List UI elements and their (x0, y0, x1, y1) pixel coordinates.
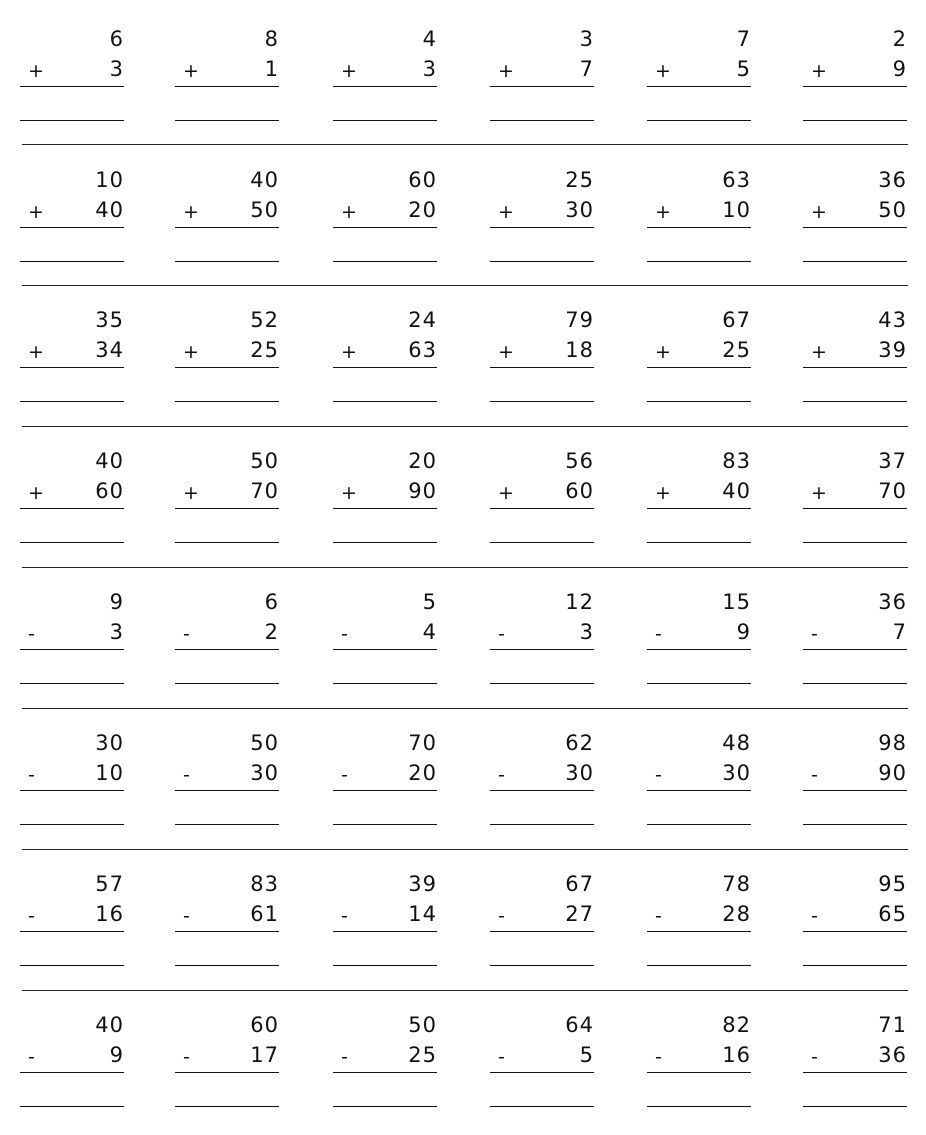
minus-sign: - (341, 764, 348, 786)
sum-line (490, 1072, 594, 1073)
answer-blank[interactable] (333, 824, 437, 825)
answer-blank[interactable] (333, 683, 437, 684)
problem-r5-c4 (490, 590, 594, 700)
problem-r4-c1 (20, 449, 124, 559)
top-number: 36 (878, 168, 907, 192)
problem-r4-c5 (647, 449, 751, 559)
top-number: 83 (722, 449, 751, 473)
top-number: 79 (565, 308, 594, 332)
minus-sign: - (498, 905, 505, 927)
problem-r7-c2 (175, 872, 279, 982)
bottom-number: 9 (736, 620, 751, 644)
sum-line (647, 931, 751, 932)
bottom-number: 25 (250, 338, 279, 362)
sum-line (20, 367, 124, 368)
top-number: 40 (95, 449, 124, 473)
answer-blank[interactable] (490, 120, 594, 121)
answer-blank[interactable] (333, 261, 437, 262)
problem-r5-c1 (20, 590, 124, 700)
bottom-number: 25 (408, 1043, 437, 1067)
answer-blank[interactable] (490, 965, 594, 966)
minus-sign: - (341, 1046, 348, 1068)
bottom-number: 65 (878, 902, 907, 926)
sum-line (647, 367, 751, 368)
bottom-number: 63 (408, 338, 437, 362)
sum-line (333, 227, 437, 228)
row-divider (22, 144, 908, 145)
problem-r6-c6 (803, 731, 907, 841)
bottom-number: 20 (408, 761, 437, 785)
plus-sign: + (341, 482, 357, 504)
minus-sign: - (183, 1046, 190, 1068)
problem-r6-c4 (490, 731, 594, 841)
plus-sign: + (28, 341, 44, 363)
plus-sign: + (183, 60, 199, 82)
bottom-number: 16 (95, 902, 124, 926)
minus-sign: - (498, 764, 505, 786)
minus-sign: - (183, 623, 190, 645)
top-number: 67 (722, 308, 751, 332)
sum-line (175, 790, 279, 791)
plus-sign: + (811, 341, 827, 363)
problem-r6-c3 (333, 731, 437, 841)
bottom-number: 25 (722, 338, 751, 362)
sum-line (490, 86, 594, 87)
minus-sign: - (28, 1046, 35, 1068)
problem-r4-c3 (333, 449, 437, 559)
answer-blank[interactable] (647, 1106, 751, 1107)
answer-blank[interactable] (803, 965, 907, 966)
bottom-number: 10 (722, 198, 751, 222)
top-number: 50 (250, 731, 279, 755)
bottom-number: 50 (878, 198, 907, 222)
problem-r8-c6 (803, 1013, 907, 1123)
row-divider (22, 990, 908, 991)
bottom-number: 90 (408, 479, 437, 503)
problem-r8-c3 (333, 1013, 437, 1123)
bottom-number: 9 (109, 1043, 124, 1067)
answer-blank[interactable] (490, 542, 594, 543)
sum-line (175, 931, 279, 932)
minus-sign: - (655, 1046, 662, 1068)
bottom-number: 4 (422, 620, 437, 644)
row-divider (22, 285, 908, 286)
plus-sign: + (498, 201, 514, 223)
sum-line (803, 649, 907, 650)
sum-line (490, 508, 594, 509)
answer-blank[interactable] (20, 120, 124, 121)
minus-sign: - (811, 764, 818, 786)
problem-r2-c5 (647, 168, 751, 278)
bottom-number: 34 (95, 338, 124, 362)
minus-sign: - (28, 764, 35, 786)
problem-r2-c4 (490, 168, 594, 278)
problem-r5-c3 (333, 590, 437, 700)
bottom-number: 3 (422, 57, 437, 81)
sum-line (490, 790, 594, 791)
bottom-number: 60 (95, 479, 124, 503)
minus-sign: - (811, 1046, 818, 1068)
bottom-number: 3 (109, 620, 124, 644)
top-number: 67 (565, 872, 594, 896)
top-number: 12 (565, 590, 594, 614)
top-number: 60 (250, 1013, 279, 1037)
plus-sign: + (655, 60, 671, 82)
sum-line (333, 790, 437, 791)
bottom-number: 16 (722, 1043, 751, 1067)
problem-r3-c2 (175, 308, 279, 418)
top-number: 24 (408, 308, 437, 332)
plus-sign: + (183, 201, 199, 223)
answer-blank[interactable] (803, 542, 907, 543)
sum-line (490, 649, 594, 650)
row-divider (22, 567, 908, 568)
top-number: 4 (422, 27, 437, 51)
plus-sign: + (655, 201, 671, 223)
top-number: 37 (878, 449, 907, 473)
top-number: 50 (250, 449, 279, 473)
sum-line (803, 86, 907, 87)
top-number: 48 (722, 731, 751, 755)
answer-blank[interactable] (333, 542, 437, 543)
problem-r1-c6 (803, 27, 907, 137)
minus-sign: - (655, 905, 662, 927)
bottom-number: 1 (264, 57, 279, 81)
minus-sign: - (655, 764, 662, 786)
top-number: 56 (565, 449, 594, 473)
top-number: 30 (95, 731, 124, 755)
answer-blank[interactable] (175, 683, 279, 684)
sum-line (803, 508, 907, 509)
top-number: 52 (250, 308, 279, 332)
bottom-number: 7 (579, 57, 594, 81)
top-number: 6 (109, 27, 124, 51)
minus-sign: - (498, 1046, 505, 1068)
sum-line (175, 649, 279, 650)
top-number: 35 (95, 308, 124, 332)
answer-blank[interactable] (803, 261, 907, 262)
minus-sign: - (183, 764, 190, 786)
sum-line (20, 790, 124, 791)
sum-line (333, 931, 437, 932)
top-number: 8 (264, 27, 279, 51)
minus-sign: - (498, 623, 505, 645)
answer-blank[interactable] (803, 1106, 907, 1107)
bottom-number: 18 (565, 338, 594, 362)
answer-blank[interactable] (490, 401, 594, 402)
plus-sign: + (28, 60, 44, 82)
bottom-number: 70 (250, 479, 279, 503)
minus-sign: - (811, 623, 818, 645)
answer-blank[interactable] (175, 965, 279, 966)
top-number: 60 (408, 168, 437, 192)
top-number: 39 (408, 872, 437, 896)
problem-r5-c5 (647, 590, 751, 700)
sum-line (20, 86, 124, 87)
bottom-number: 39 (878, 338, 907, 362)
top-number: 83 (250, 872, 279, 896)
problem-r2-c6 (803, 168, 907, 278)
top-number: 40 (250, 168, 279, 192)
sum-line (175, 86, 279, 87)
bottom-number: 14 (408, 902, 437, 926)
bottom-number: 10 (95, 761, 124, 785)
problem-r7-c1 (20, 872, 124, 982)
bottom-number: 7 (892, 620, 907, 644)
row-divider (22, 426, 908, 427)
plus-sign: + (183, 341, 199, 363)
top-number: 9 (109, 590, 124, 614)
answer-blank[interactable] (20, 542, 124, 543)
bottom-number: 3 (109, 57, 124, 81)
problem-r3-c4 (490, 308, 594, 418)
answer-blank[interactable] (490, 683, 594, 684)
top-number: 71 (878, 1013, 907, 1037)
bottom-number: 50 (250, 198, 279, 222)
top-number: 10 (95, 168, 124, 192)
answer-blank[interactable] (490, 1106, 594, 1107)
answer-blank[interactable] (20, 683, 124, 684)
bottom-number: 61 (250, 902, 279, 926)
row-divider (22, 849, 908, 850)
answer-blank[interactable] (333, 965, 437, 966)
sum-line (333, 1072, 437, 1073)
sum-line (647, 649, 751, 650)
problem-r1-c4 (490, 27, 594, 137)
bottom-number: 30 (722, 761, 751, 785)
top-number: 62 (565, 731, 594, 755)
sum-line (647, 790, 751, 791)
problem-r1-c2 (175, 27, 279, 137)
bottom-number: 40 (722, 479, 751, 503)
plus-sign: + (498, 341, 514, 363)
top-number: 50 (408, 1013, 437, 1037)
top-number: 3 (579, 27, 594, 51)
problem-r4-c4 (490, 449, 594, 559)
problem-r1-c5 (647, 27, 751, 137)
problem-r3-c3 (333, 308, 437, 418)
bottom-number: 5 (579, 1043, 594, 1067)
problem-r4-c2 (175, 449, 279, 559)
plus-sign: + (341, 60, 357, 82)
sum-line (803, 367, 907, 368)
problem-r8-c1 (20, 1013, 124, 1123)
problem-r7-c6 (803, 872, 907, 982)
bottom-number: 20 (408, 198, 437, 222)
answer-blank[interactable] (647, 261, 751, 262)
problem-r6-c2 (175, 731, 279, 841)
answer-blank[interactable] (333, 1106, 437, 1107)
problem-r3-c6 (803, 308, 907, 418)
sum-line (20, 227, 124, 228)
top-number: 43 (878, 308, 907, 332)
minus-sign: - (811, 905, 818, 927)
top-number: 95 (878, 872, 907, 896)
top-number: 63 (722, 168, 751, 192)
answer-blank[interactable] (20, 824, 124, 825)
problem-r1-c3 (333, 27, 437, 137)
top-number: 2 (892, 27, 907, 51)
answer-blank[interactable] (175, 824, 279, 825)
problem-r2-c2 (175, 168, 279, 278)
sum-line (647, 508, 751, 509)
sum-line (20, 649, 124, 650)
bottom-number: 30 (250, 761, 279, 785)
plus-sign: + (811, 482, 827, 504)
top-number: 70 (408, 731, 437, 755)
answer-blank[interactable] (175, 1106, 279, 1107)
problem-r7-c3 (333, 872, 437, 982)
answer-blank[interactable] (647, 824, 751, 825)
top-number: 36 (878, 590, 907, 614)
bottom-number: 30 (565, 761, 594, 785)
plus-sign: + (28, 482, 44, 504)
plus-sign: + (811, 60, 827, 82)
plus-sign: + (183, 482, 199, 504)
answer-blank[interactable] (647, 965, 751, 966)
answer-blank[interactable] (20, 261, 124, 262)
problem-r3-c5 (647, 308, 751, 418)
bottom-number: 2 (264, 620, 279, 644)
sum-line (803, 790, 907, 791)
problem-r6-c5 (647, 731, 751, 841)
bottom-number: 30 (565, 198, 594, 222)
top-number: 82 (722, 1013, 751, 1037)
answer-blank[interactable] (490, 824, 594, 825)
bottom-number: 28 (722, 902, 751, 926)
minus-sign: - (341, 623, 348, 645)
answer-blank[interactable] (20, 1106, 124, 1107)
plus-sign: + (655, 482, 671, 504)
sum-line (333, 86, 437, 87)
answer-blank[interactable] (647, 401, 751, 402)
bottom-number: 9 (892, 57, 907, 81)
answer-blank[interactable] (803, 683, 907, 684)
plus-sign: + (498, 482, 514, 504)
sum-line (20, 508, 124, 509)
problem-r7-c4 (490, 872, 594, 982)
problem-r8-c2 (175, 1013, 279, 1123)
top-number: 20 (408, 449, 437, 473)
answer-blank[interactable] (20, 401, 124, 402)
bottom-number: 90 (878, 761, 907, 785)
answer-blank[interactable] (175, 401, 279, 402)
sum-line (175, 508, 279, 509)
bottom-number: 17 (250, 1043, 279, 1067)
minus-sign: - (28, 623, 35, 645)
bottom-number: 40 (95, 198, 124, 222)
sum-line (647, 86, 751, 87)
bottom-number: 70 (878, 479, 907, 503)
answer-blank[interactable] (803, 120, 907, 121)
answer-blank[interactable] (175, 120, 279, 121)
bottom-number: 60 (565, 479, 594, 503)
minus-sign: - (28, 905, 35, 927)
answer-blank[interactable] (803, 401, 907, 402)
top-number: 57 (95, 872, 124, 896)
problem-r5-c6 (803, 590, 907, 700)
sum-line (20, 1072, 124, 1073)
sum-line (803, 227, 907, 228)
top-number: 40 (95, 1013, 124, 1037)
minus-sign: - (655, 623, 662, 645)
problem-r2-c3 (333, 168, 437, 278)
sum-line (333, 367, 437, 368)
problem-r5-c2 (175, 590, 279, 700)
sum-line (647, 227, 751, 228)
problem-r1-c1 (20, 27, 124, 137)
sum-line (490, 227, 594, 228)
problem-r2-c1 (20, 168, 124, 278)
sum-line (803, 1072, 907, 1073)
problem-r8-c4 (490, 1013, 594, 1123)
row-divider (22, 708, 908, 709)
answer-blank[interactable] (333, 401, 437, 402)
sum-line (490, 931, 594, 932)
top-number: 5 (422, 590, 437, 614)
sum-line (175, 367, 279, 368)
problem-r4-c6 (803, 449, 907, 559)
bottom-number: 36 (878, 1043, 907, 1067)
problem-r8-c5 (647, 1013, 751, 1123)
problem-r7-c5 (647, 872, 751, 982)
plus-sign: + (28, 201, 44, 223)
plus-sign: + (811, 201, 827, 223)
sum-line (175, 1072, 279, 1073)
sum-line (175, 227, 279, 228)
minus-sign: - (341, 905, 348, 927)
top-number: 25 (565, 168, 594, 192)
answer-blank[interactable] (333, 120, 437, 121)
answer-blank[interactable] (175, 261, 279, 262)
answer-blank[interactable] (647, 542, 751, 543)
sum-line (333, 508, 437, 509)
top-number: 64 (565, 1013, 594, 1037)
top-number: 15 (722, 590, 751, 614)
plus-sign: + (341, 201, 357, 223)
answer-blank[interactable] (490, 261, 594, 262)
bottom-number: 5 (736, 57, 751, 81)
sum-line (803, 931, 907, 932)
answer-blank[interactable] (647, 683, 751, 684)
bottom-number: 3 (579, 620, 594, 644)
bottom-number: 27 (565, 902, 594, 926)
top-number: 7 (736, 27, 751, 51)
top-number: 98 (878, 731, 907, 755)
problem-r6-c1 (20, 731, 124, 841)
answer-blank[interactable] (803, 824, 907, 825)
problem-r3-c1 (20, 308, 124, 418)
plus-sign: + (341, 341, 357, 363)
top-number: 6 (264, 590, 279, 614)
plus-sign: + (655, 341, 671, 363)
sum-line (647, 1072, 751, 1073)
answer-blank[interactable] (647, 120, 751, 121)
minus-sign: - (183, 905, 190, 927)
answer-blank[interactable] (20, 965, 124, 966)
answer-blank[interactable] (175, 542, 279, 543)
top-number: 78 (722, 872, 751, 896)
plus-sign: + (498, 60, 514, 82)
sum-line (490, 367, 594, 368)
sum-line (333, 649, 437, 650)
sum-line (20, 931, 124, 932)
